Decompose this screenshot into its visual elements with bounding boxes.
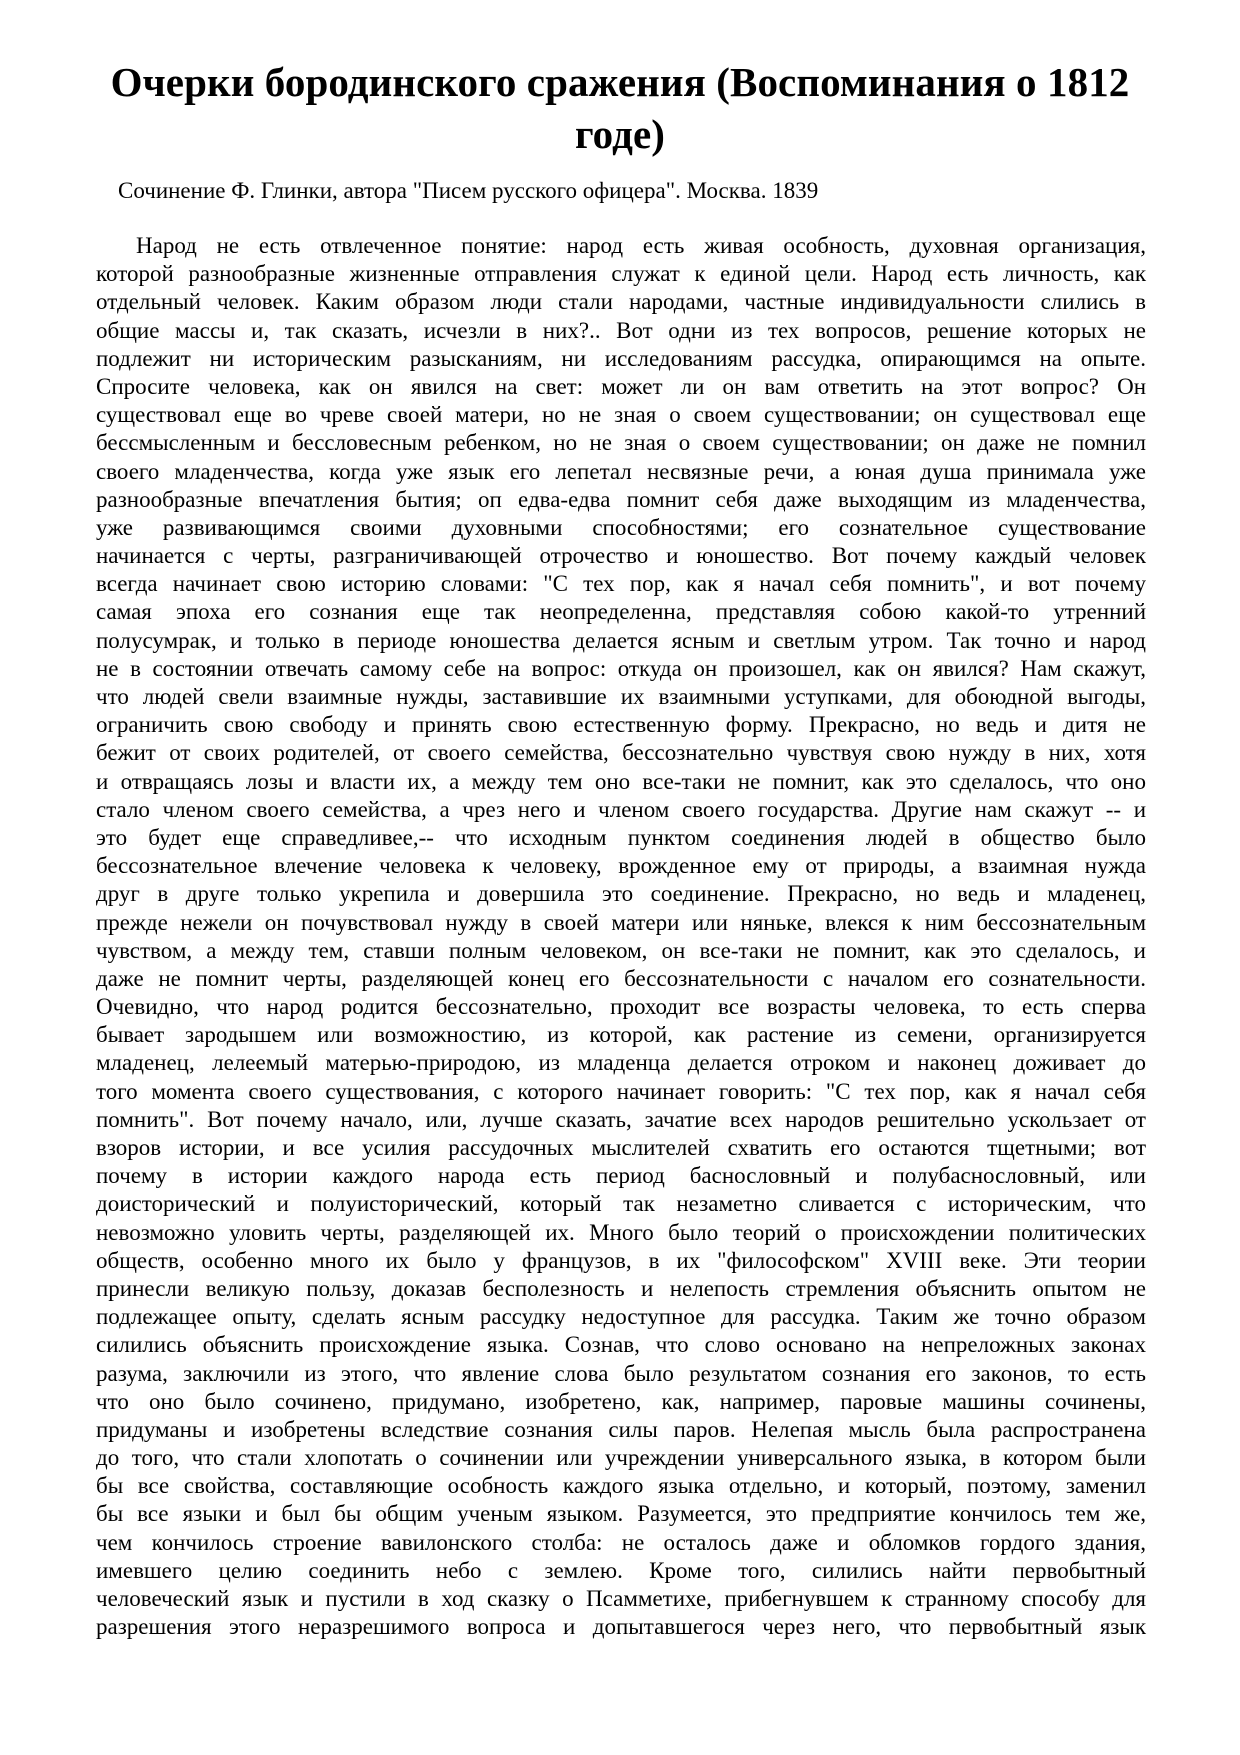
body-line: стало членом своего семейства, а чрез него и членом своего государства. Другие нам скажут -- и xyxy=(96,796,1146,822)
body-line: бы все языки и был бы общим ученым языком. Разумеется, это предприятие кончилось тем же, xyxy=(96,1501,1146,1527)
body-line: младенец, лелеемый матерью-природою, из младенца делается отроком и наконец доживает до xyxy=(96,1050,1146,1076)
body-line: человеческий язык и пустили в ход сказку о Псамметихе, прибегнувшем к странному способу для xyxy=(96,1586,1146,1611)
body-line: и отвращаясь лозы и власти их, а между тем оно все-таки не помнит, как это сделалось, что оно xyxy=(96,768,1146,794)
body-line: полусумрак, и только в периоде юношества делается ясным и светлым утром. Так точно и народ xyxy=(96,627,1146,653)
document-body xyxy=(96,232,1146,1641)
body-line: всегда начинает свою историю словами: "С тех пор, как я начал себя помнить", и вот почему xyxy=(96,571,1146,597)
body-line: разума, заключили из этого, что явление слова было результатом сознания его законов, то есть xyxy=(96,1360,1146,1386)
body-line: силились объяснить происхождение языка. Сознав, что слово основано на непреложных законах xyxy=(96,1332,1146,1358)
body-line: уже развивающимся своими духовными способностями; его сознательное существование xyxy=(96,514,1146,540)
body-line: бывает зародышем или возможностию, из которой, как растение из семени, организируется xyxy=(96,1022,1146,1048)
body-line: невозможно уловить черты, разделяющей их. Много было теорий о происхождении политических xyxy=(96,1219,1146,1245)
body-line: чем кончилось строение вавилонского столба: не осталось даже и обломков гордого здания, xyxy=(96,1529,1146,1555)
body-line: подлежащее опыту, сделать ясным рассудку недоступное для рассудка. Таким же точно образом xyxy=(96,1304,1146,1330)
body-line: бессознательное влечение человека к человеку, врожденное ему от природы, а взаимная нужда xyxy=(96,853,1146,879)
body-line: это будет еще справедливее,-- что исходным пунктом соединения людей в общество было xyxy=(96,824,1146,850)
body-line: своего младенчества, когда уже язык его лепетал несвязные речи, а юная душа принимала уже xyxy=(96,458,1146,484)
body-line: доисторический и полуисторический, который так незаметно сливается с историческим, что xyxy=(96,1191,1146,1217)
body-line: общие массы и, так сказать, исчезли в них?.. Вот одни из тех вопросов, решение которых не xyxy=(96,317,1146,343)
body-line: почему в истории каждого народа есть период баснословный и полубаснословный, или xyxy=(96,1163,1146,1189)
body-line: отдельный человек. Каким образом люди стали народами, частные индивидуальности слились в xyxy=(96,289,1146,315)
body-line: существовал еще во чреве своей матери, но не зная о своем существовании; он существовал еще xyxy=(96,402,1146,428)
body-line: Народ не есть отвлеченное понятие: народ есть живая особность, духовная организация, xyxy=(136,233,1146,258)
body-line: даже не помнит черты, разделяющей конец его бессознательности с началом его сознательности. xyxy=(96,965,1146,991)
body-line: прежде нежели он почувствовал нужду в своей матери или няньке, влекся к ним бессознательным xyxy=(96,909,1146,935)
body-line: взоров истории, и все усилия рассудочных мыслителей схватить его остаются тщетными; вот xyxy=(96,1135,1146,1160)
body-line: бессмысленным и бессловесным ребенком, но не зная о своем существовании; он даже не помнил xyxy=(96,430,1146,456)
body-line: имевшего целию соединить небо с землею. Кроме того, силились найти первобытный xyxy=(96,1557,1146,1583)
body-line: Спросите человека, как он явился на свет: может ли он вам ответить на этот вопрос? Он xyxy=(96,373,1146,399)
body-line: не в состоянии отвечать самому себе на вопрос: откуда он произошел, как он явился? Нам скажут, xyxy=(96,655,1146,681)
body-line: разрешения этого неразрешимого вопроса и допытавшегося через него, что первобытный язык xyxy=(96,1614,1146,1640)
body-line: что людей свели взаимные нужды, заставившие их взаимными уступками, для обоюдной выгоды, xyxy=(96,684,1146,709)
body-line: бежит от своих родителей, от своего семейства, бессознательно чувствуя свою нужду в них, хотя xyxy=(96,740,1146,766)
body-line: которой разнообразные жизненные отправления служат к единой цели. Народ есть личность, как xyxy=(96,261,1146,287)
body-line: до того, что стали хлопотать о сочинении или учреждении универсального языка, в котором были xyxy=(96,1445,1146,1471)
body-line: того момента своего существования, с которого начинает говорить: "С тех пор, как я начал себя xyxy=(96,1078,1146,1104)
body-line: Очевидно, что народ родится бессознательно, проходит все возрасты человека, то есть сперва xyxy=(96,994,1146,1020)
body-line: бы все свойства, составляющие особность каждого языка отдельно, и который, поэтому, заменил xyxy=(96,1473,1146,1499)
body-line: принесли великую пользу, доказав бесполезность и нелепость стремления объяснить опытом не xyxy=(96,1275,1146,1301)
document-title: Очерки бородинского сражения (Воспоминания о 1812 годе) xyxy=(110,59,1130,157)
body-line: чувством, а между тем, ставши полным человеком, он все-таки не помнит, как это сделалось, и xyxy=(96,937,1146,963)
body-line: друг в друге только укрепила и довершила это соединение. Прекрасно, но ведь и младенец, xyxy=(96,881,1146,907)
body-line: начинается с черты, разграничивающей отрочество и юношество. Вот почему каждый человек xyxy=(96,543,1146,569)
body-line: подлежит ни историческим разысканиям, ни исследованиям рассудка, опирающимся на опыте. xyxy=(96,345,1146,371)
body-line: ограничить свою свободу и принять свою естественную форму. Прекрасно, но ведь и дитя не xyxy=(96,712,1146,738)
body-line: обществ, особенно много их было у французов, в их "философском" XVIII веке. Эти теории xyxy=(96,1247,1146,1273)
body-line: что оно было сочинено, придумано, изобретено, как, например, паровые машины сочинены, xyxy=(96,1388,1146,1414)
body-line: придуманы и изобретены вследствие сознания силы паров. Нелепая мысль была распространена xyxy=(96,1416,1146,1442)
body-line: разнообразные впечатления бытия; оп едва-едва помнит себя даже выходящим из младенчества, xyxy=(96,486,1146,512)
body-line: помнить". Вот почему начало, или, лучше сказать, зачатие всех народов решительно ускользает от xyxy=(96,1106,1146,1132)
body-line: самая эпоха его сознания еще так неопределенна, представляя собою какой-то утренний xyxy=(96,599,1146,625)
document-subtitle: Сочинение Ф. Глинки, автора "Писем русского офицера". Москва. 1839 xyxy=(118,178,819,203)
